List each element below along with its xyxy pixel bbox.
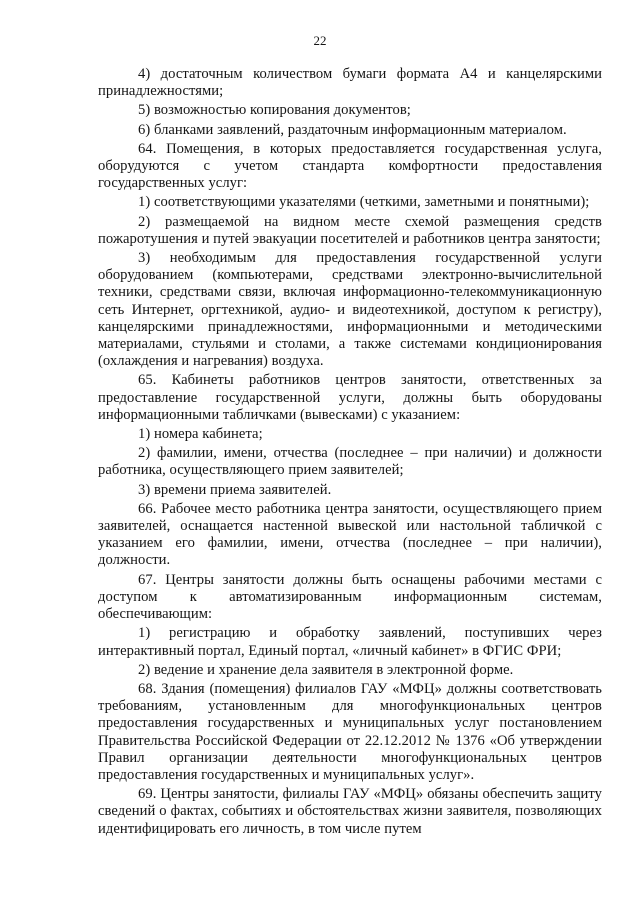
paragraph-clause-65-item-2: 2) фамилии, имени, отчества (последнее – при наличии) и должности работника, осуществляющего прием заявителей; <box>98 445 602 479</box>
paragraph-clause-64-item-3: 3) необходимым для предоставления государственной услуги оборудованием (компьютерами, средствами электронно-вычислительной техники, средствами связи, включая информационно-телекоммуникационную сеть Интернет, оргтехникой, аудио- и видеотехникой, доступом к регистру), канцелярскими принадлежностями, информационными и методическими материалами, стульями и столами, а также системами кондиционирования (охлаждения и нагревания) воздуха. <box>98 250 602 370</box>
paragraph-clause-64-item-1: 1) соответствующими указателями (четкими, заметными и понятными); <box>138 194 590 211</box>
paragraph-clause-69: 69. Центры занятости, филиалы ГАУ «МФЦ» обязаны обеспечить защиту сведений о фактах, событиях и обстоятельствах жизни заявителя, позволяющих идентифицировать его личность, в том числе путем <box>98 786 602 837</box>
paragraph-clause-66: 66. Рабочее место работника центра занятости, осуществляющего прием заявителей, оснащается настенной вывеской или настольной табличкой с указанием его фамилии, имени, отчества (последнее – при наличии), должности. <box>98 500 602 569</box>
paragraph-clause-65-item-1: 1) номера кабинета; <box>138 426 263 443</box>
paragraph-item-6: 6) бланками заявлений, раздаточным информационным материалом. <box>138 121 567 138</box>
document-body <box>98 66 602 840</box>
paragraph-item-5: 5) возможностью копирования документов; <box>138 102 411 119</box>
paragraph-item-4: 4) достаточным количеством бумаги формата А4 и канцелярскими принадлежностями; <box>98 66 602 100</box>
paragraph-clause-67-item-2: 2) ведение и хранение дела заявителя в электронной форме. <box>138 661 514 678</box>
paragraph-clause-64-item-2: 2) размещаемой на видном месте схемой размещения средств пожаротушения и путей эвакуации посетителей и работников центра занятости; <box>98 213 602 247</box>
paragraph-clause-65-item-3: 3) времени приема заявителей. <box>138 481 332 498</box>
paragraph-clause-67-item-1: 1) регистрацию и обработку заявлений, поступивших через интерактивный портал, Единый портал, «личный кабинет» в ФГИС ФРИ; <box>98 625 602 659</box>
paragraph-clause-67: 67. Центры занятости должны быть оснащены рабочими местами с доступом к автоматизированным информационным системам, обеспечивающим: <box>98 571 602 623</box>
paragraph-clause-64: 64. Помещения, в которых предоставляется государственная услуга, оборудуются с учетом стандарта комфортности предоставления государственных услуг: <box>98 140 602 192</box>
page-number: 22 <box>313 33 327 48</box>
paragraph-clause-68: 68. Здания (помещения) филиалов ГАУ «МФЦ» должны соответствовать требованиям, установленным для многофункциональных центров предоставления государственных и муниципальных услуг постановлением Правительства Российской Федерации от 22.12.2012 № 1376 «Об утверждении Правил организации деятельности многофункциональных центров предоставления государственных и муниципальных услуг». <box>98 680 602 783</box>
paragraph-clause-65: 65. Кабинеты работников центров занятости, ответственных за предоставление государственной услуги, должны быть оборудованы информационными табличками (вывесками) с указанием: <box>98 372 602 423</box>
